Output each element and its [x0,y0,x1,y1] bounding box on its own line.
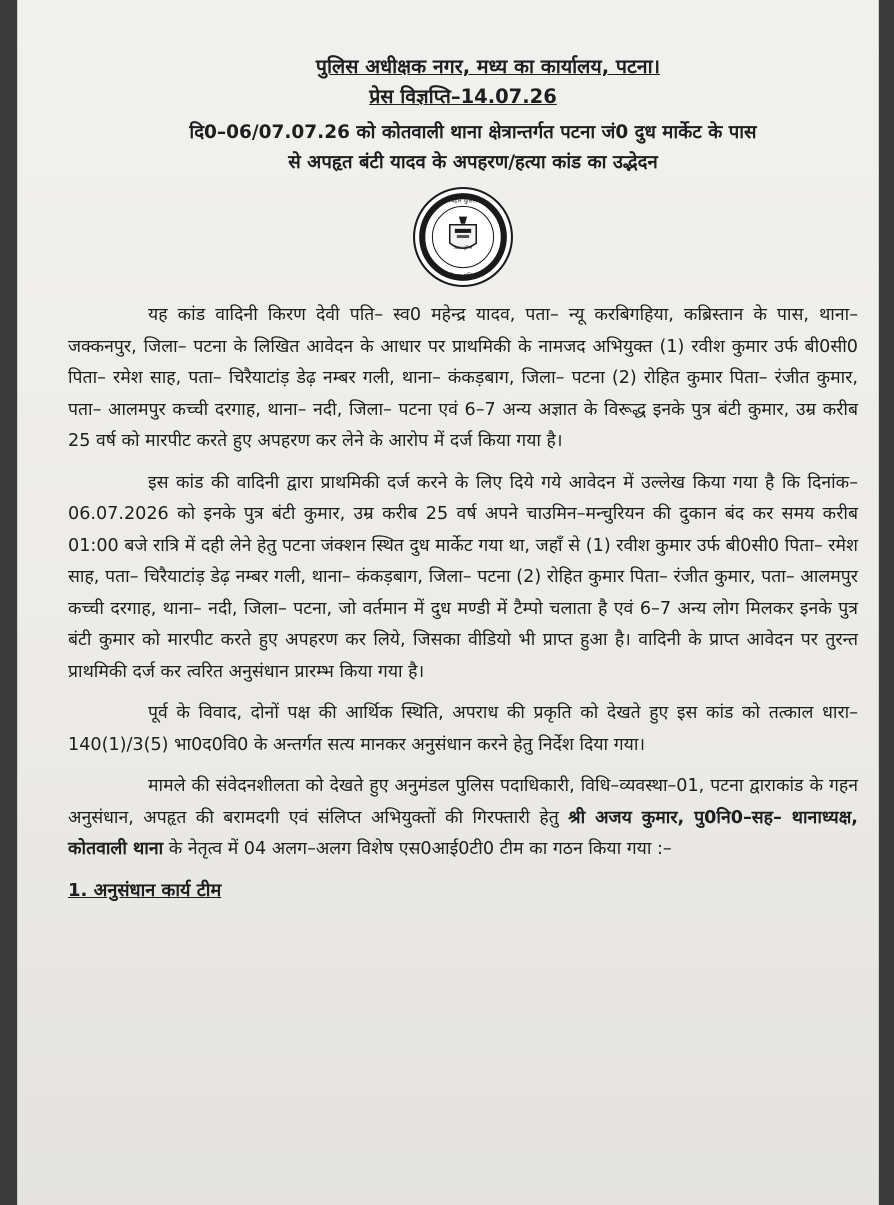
paragraph-4-text-start: मामले की संवेदनशीलता को देखते हुए अनुमंडल पुलिस पदाधिकारी, विधि–व्यवस्था–01, पटना द्वाराकांड के गहन अनुसंधान, अपहृत की बरामदगी एवं संलिप्त अभियुक्तों की गिरफ्तारी हेतु [68,776,858,828]
paragraph-2: इस कांड की वादिनी द्वारा प्राथमिकी दर्ज करने के लिए दिये गये आवेदन में उल्लेख किया गया है कि दिनांक– 06.07.2026 को इनके पुत्र बंटी कुमार, उम्र करीब 25 वर्ष अपने चाउमिन–मन्चुरियन की दुकान बंद कर समय करीब 01:00 बजे रात्रि में दही लेने हेतु पटना जंक्शन स्थित दुध मार्केट गया था, जहाँ से (1) रवीश कुमार उर्फ बी0सी0 पिता– रमेश साह, पता– चिरैयाटांड़ डेढ़ नम्बर गली, थाना– कंकड़बाग, जिला– पटना (2) रोहित कुमार पिता– रंजीत कुमार, पता– आलमपुर कच्ची दरगाह, थाना– नदी, जिला– पटना, जो वर्तमान में दुध मण्डी में टैम्पो चलाता है एवं 6–7 अन्य लोग मिलकर इनके पुत्र बंटी कुमार को मारपीट करते हुए अपहरण कर लिये, जिसका वीडियो भी प्राप्त हुआ है। वादिनी के प्राप्त आवेदन पर तुरन्त प्राथमिकी दर्ज कर त्वरित अनुसंधान प्रारम्भ किया गया है। [68,472,858,682]
paragraph-3: पूर्व के विवाद, दोनों पक्ष की आर्थिक स्थिति, अपराध की प्रकृति को देखते हुए इस कांड को तत्काल धारा– 140(1)/3(5) भा0द0वि0 के अन्तर्गत सत्य मानकर अनुसंधान करने हेतु निर्देश दिया गया। [68,703,858,755]
section-heading-investigation-team: 1. अनुसंधान कार्य टीम [68,879,222,901]
subject-line-1: दि0–06/07.07.26 को कोतवाली थाना क्षेत्रान्तर्गत पटना जं0 दुध मार्केट के पास [189,122,757,143]
bihar-police-emblem-icon [412,186,514,288]
paragraph-4-text-end: के नेतृत्व में 04 अलग–अलग विशेष एस0आई0टी0 टीम का गठन किया गया :– [163,839,672,859]
document-page [18,0,878,1205]
logo-top-text: बिहार पुलिस [449,197,477,205]
paragraph-4 [68,771,858,866]
logo-bottom-text: बिहार पुलिस [449,272,477,280]
subject-line-2: से अपहृत बंटी यादव के अपहरण/हत्या कांड का उद्भेदन [288,152,658,173]
paragraph-1: यह कांड वादिनी किरण देवी पति– स्व0 महेन्द्र यादव, पता– न्यू करबिगहिया, कब्रिस्तान के पास, थाना– जक्कनपुर, जिला– पटना के लिखित आवेदन के आधार पर प्राथमिकी के नामजद अभियुक्त (1) रवीश कुमार उर्फ बी0सी0 पिता– रमेश साह, पता– चिरैयाटांड़ डेढ़ नम्बर गली, थाना– कंकड़बाग, जिला– पटना (2) रोहित कुमार पिता– रंजीत कुमार, पता– आलमपुर कच्ची दरगाह, थाना– नदी, जिला– पटना एवं 6–7 अन्य अज्ञात के विरूद्ध इनके पुत्र बंटी कुमार, उम्र करीब 25 वर्ष को मारपीट करते हुए अपहरण कर लेने के आरोप में दर्ज किया गया है। [68,305,858,451]
logo-container [68,182,858,292]
logo-inner-text: बिहार पुलिस [453,245,473,251]
officer-name: श्री अजय कुमार, पु0नि0–सह– थानाध्यक्ष, कोतवाली थाना [68,807,858,859]
press-release [68,52,858,906]
press-release-title: प्रेस विज्ञप्ति–14.07.26 [369,85,557,108]
office-title: पुलिस अधीक्षक नगर, मध्य का कार्यालय, पटना। [315,55,661,78]
